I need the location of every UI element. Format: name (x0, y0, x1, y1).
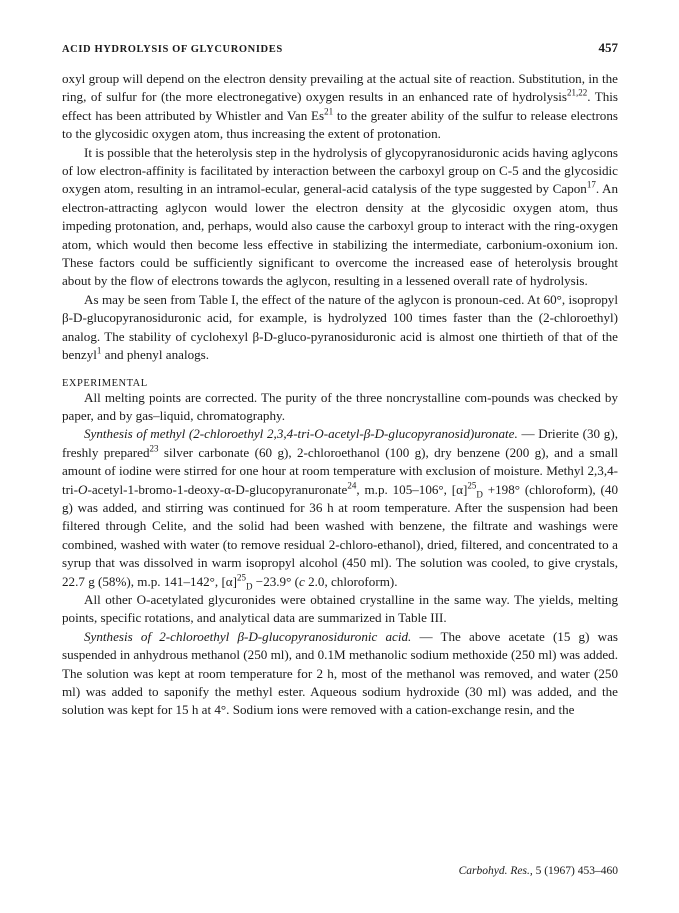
paragraph-6: All other O-acetylated glycuronides were obtained crystalline in the same way. The yields, melting points, specific rotations, and analytical data are summarized in Table III. (62, 591, 618, 626)
running-title: ACID HYDROLYSIS OF GLYCURONIDES (62, 44, 283, 55)
paragraph-3: As may be seen from Table I, the effect of the nature of the aglycon is pronoun-ced. At 60°, isopropyl β-D-glucopyranosiduronic acid, for example, is hydrolyzed 100 times faster than the (2-chloroethyl) analog. The stability of cyclohexyl β-D-gluco-pyranosiduronic acid is almost one thirtieth of that of the benzyl$^1$ and phenyl analogs. (62, 291, 618, 363)
paragraph-1: oxyl group will depend on the electron density prevailing at the actual site of reaction. Substitution, in the ring, of sulfur for (the more electronegative) oxygen results in an enhanced rate of hydrolysis$^{21,22}$. This effect has been attributed by Whistler and Van Es$^{21}$ to the greater ability of the sulfur to release electrons to the glycosidic oxygen atom, thus increasing the extent of protonation. (62, 71, 618, 142)
paragraph-4: All melting points are corrected. The purity of the three noncrystalline com-pounds was checked by paper, and by gas–liquid, chromatography. (62, 389, 618, 423)
paragraph-2: It is possible that the heterolysis step in the hydrolysis of glycopyranosiduronic acids having aglycons of low electron-affinity is facilitated by interaction between the carboxyl group on C-5 and the glycosidic oxygen atom, resulting in an intramol-ecular, general-acid catalysis of the type suggested by Capon$^{17}$. An electron-attracting aglycon would lower the electron density at the glycosidic oxygen atom, thus impeding protonation, and, perhaps, would also cause the carboxyl group to interact with the ring-oxygen atom, which would then become less effective in stabilizing the intermediate, carbonium-oxonium ion. These factors could be sufficiently significant to overcome the increased ease of heterolysis brought about by the flow of electrons towards the aglycon, resulting in a lessened overall rate of hydrolysis. (62, 144, 619, 289)
paragraph-5: Synthesis of methyl (2-chloroethyl 2,3,4-tri-O-acetyl-β-D-glucopyranosid)uronate. — Drierite (30 g), freshly prepared$^{23}$ silver carbonate (60 g), 2-chloroethanol (100 g), dry benzene (200 g), and a small amount of iodine were stirred for one hour at room temperature with exclusion of moisture. Methyl 2,3,4-tri-O-acetyl-1-bromo-1-deoxy-α-D-glucopyranuronate$^{24}$, m.p. 105–106°, $[\alpha]^{25}_D +198^\circ$ (chloroform), (40 g) was added, and stirring was continued for 36 h at room temperature. After the suspension had been filtered through Celite, and the solid had been washed with benzene, the filtrate and washings were combined, washed with water (to remove residual 2-chloro-ethanol), dried, filtered, and concentrated to a syrup that was dissolved in warm isopropyl alcohol (450 ml). The solution was cooled, to give crystals, 22.7 g (58%), m.p. 141–142°, $[\alpha]^{25}_D -23.9^\circ$ (c 2.0, chloroform). (62, 426, 619, 592)
subsection-title: Synthesis of methyl (2-chloroethyl 2,3,4-tri-O-acetyl-β-D-glucopyranosid)uronate. (84, 426, 518, 442)
paragraph-7: Synthesis of 2-chloroethyl β-D-glucopyranosiduronic acid. — The above acetate (15 g) was suspended in anhydrous methanol (250 ml), and 0.1M methanolic sodium methoxide (250 ml) was added. The solution was kept at room temperature for 2 h, most of the methanol was removed, and water (250 ml) was added to saponify the methyl ester. Aqueous sodium hydroxide (30 ml) was added, and the solution was kept for 15 h at 4°. Sodium ions were removed with a cation-exchange resin, and the (62, 628, 618, 718)
journal-footer: Carbohyd. Res., 5 (1967) 453–460 (458, 865, 618, 877)
subsection-title: Synthesis of 2-chloroethyl β-D-glucopyranosiduronic acid. (84, 628, 412, 644)
running-header (62, 40, 618, 56)
page-number: 457 (598, 40, 618, 55)
section-heading: EXPERIMENTAL (62, 377, 148, 389)
page (62, 40, 618, 720)
